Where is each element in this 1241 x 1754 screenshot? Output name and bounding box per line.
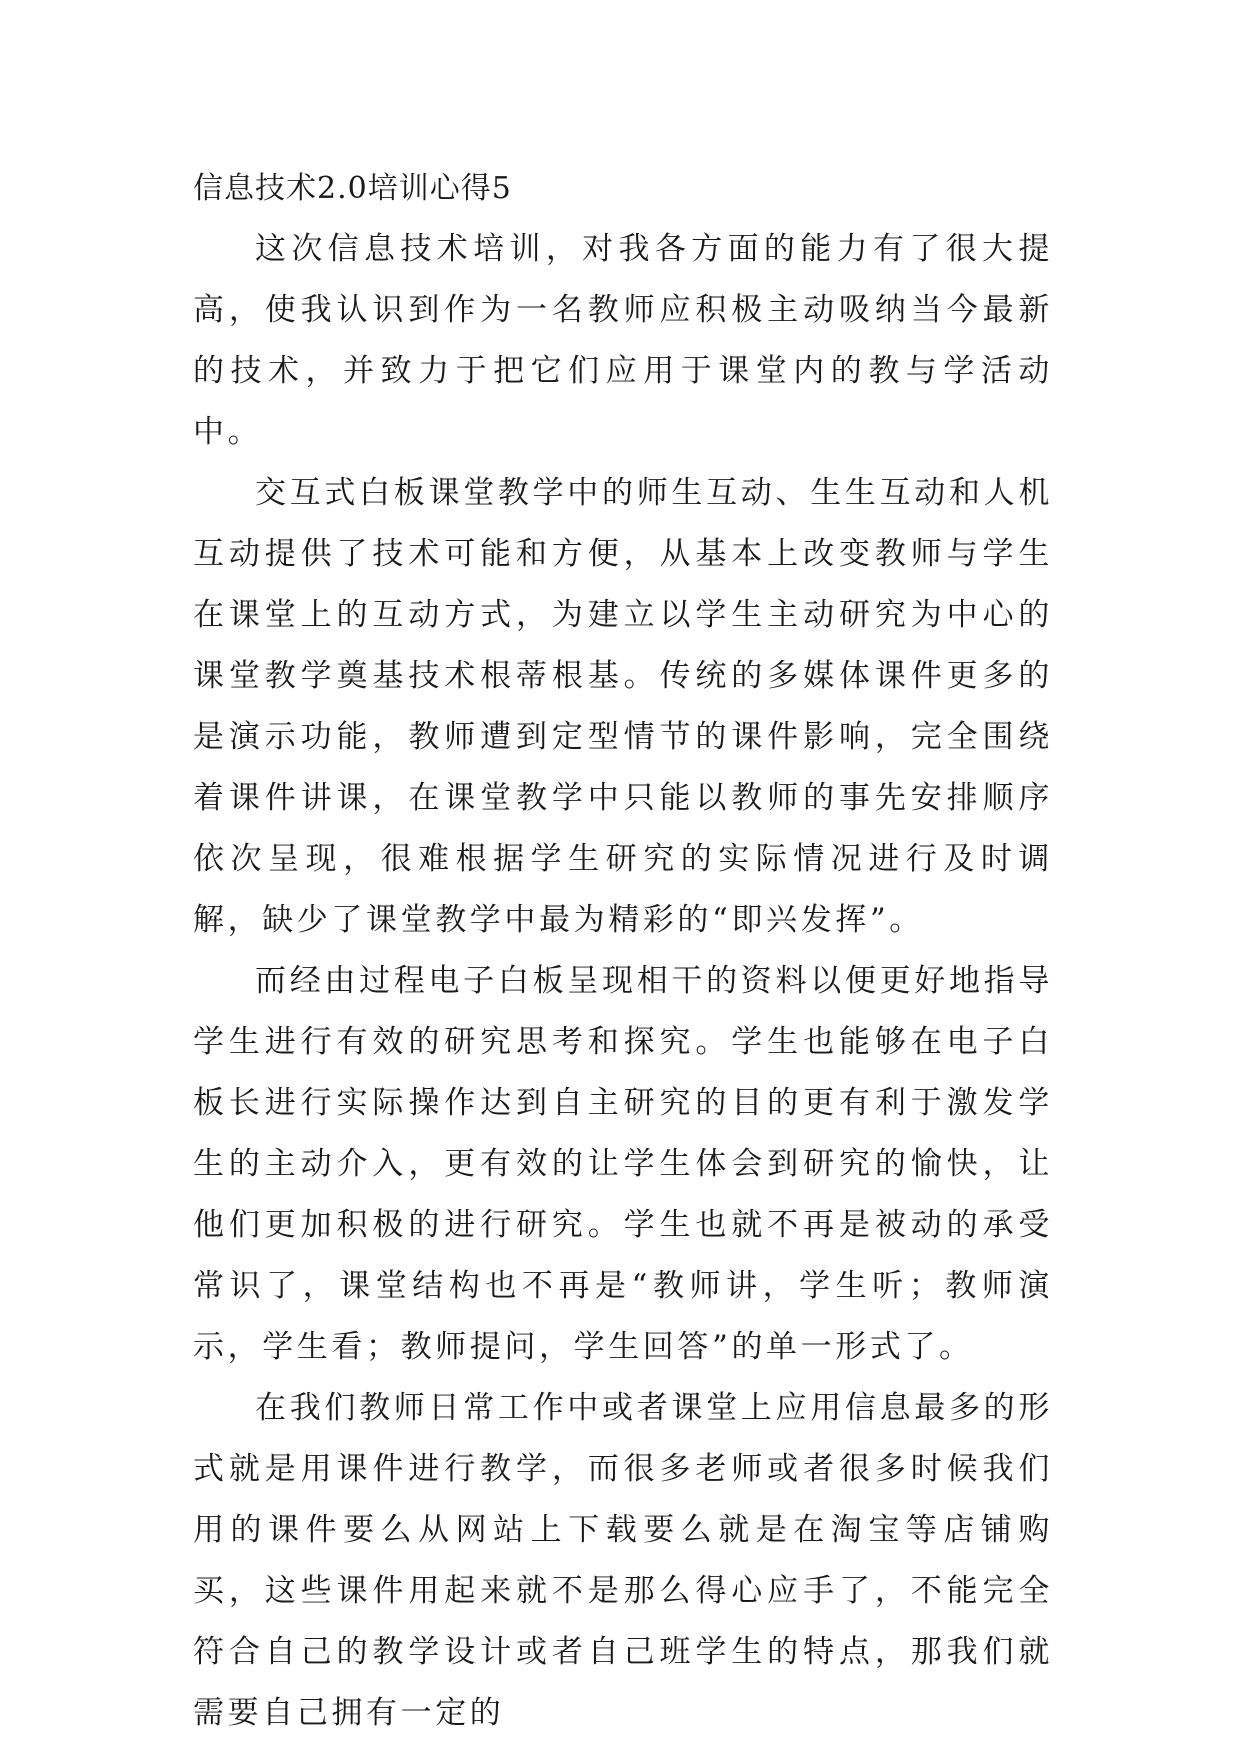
paragraph-1: 这次信息技术培训，对我各方面的能力有了很大提高，使我认识到作为一名教师应积极主动吸纳当今最新的技术，并致力于把它们应用于课堂内的教与学活动中。 <box>193 231 1053 450</box>
document-title: 信息技术2.0培训心得5 <box>193 171 512 206</box>
paragraph-2: 交互式白板课堂教学中的师生互动、生生互动和人机互动提供了技术可能和方便，从基本上改变教师与学生在课堂上的互动方式，为建立以学生主动研究为中心的课堂教学奠基技术根蒂根基。传统的多媒体课件更多的是演示功能，教师遭到定型情节的课件影响，完全围绕着课件讲课，在课堂教学中只能以教师的事先安排顺序依次呈现，很难根据学生研究的实际情况进行及时调解，缺少了课堂教学中最为精彩的“即兴发挥”。 <box>193 475 1053 938</box>
paragraph-3: 而经由过程电子白板呈现相干的资料以便更好地指导学生进行有效的研究思考和探究。学生也能够在电子白板长进行实际操作达到自主研究的目的更有利于激发学生的主动介入，更有效的让学生体会到研究的愉快，让他们更加积极的进行研究。学生也就不再是被动的承受常识了，课堂结构也不再是“教师讲，学生听；教师演示，学生看；教师提问，学生回答”的单一形式了。 <box>193 963 1053 1365</box>
document-body <box>193 158 1053 1744</box>
paragraph-4: 在我们教师日常工作中或者课堂上应用信息最多的形式就是用课件进行教学，而很多老师或者很多时候我们用的课件要么从网站上下载要么就是在淘宝等店铺购买，这些课件用起来就不是那么得心应手了，不能完全符合自己的教学设计或者自己班学生的特点，那我们就需要自己拥有一定的 <box>193 1390 1053 1731</box>
